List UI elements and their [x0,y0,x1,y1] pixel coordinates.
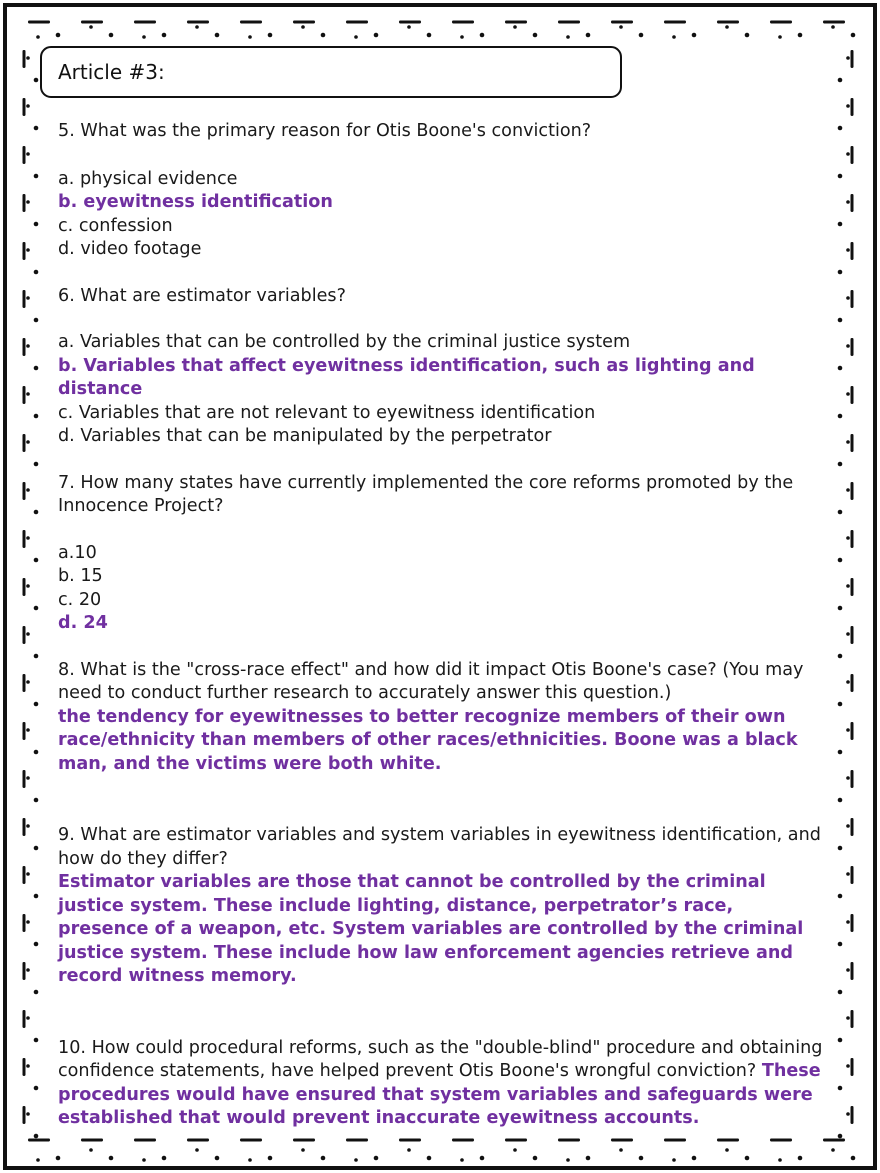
q6-option-b-correct: b. Variables that affect eyewitness identification, such as lighting and distance [58,355,755,399]
q7-option-d-correct: d. 24 [58,613,108,633]
question-6: 6. What are estimator variables? [58,285,346,306]
question-10 [58,1037,828,1131]
question-7: 7. How many states have currently implemented the core reforms promoted by the Innocence Project? [58,472,794,516]
q7-option-a: a.10 [58,542,97,563]
q5-option-a: a. physical evidence [58,168,238,189]
question-10-text: 10. How could procedural reforms, such as the "double-blind" procedure and obtaining confidence statements, have helped prevent Otis Boone's wrongful conviction? [58,1037,823,1081]
question-9: 9. What are estimator variables and system variables in eyewitness identification, and how do they differ? [58,825,821,869]
article-title-box [40,46,622,98]
question-10-answer: These procedures would have ensured that system variables and safeguards were established that would prevent inaccurate eyewitness accounts. [58,1061,821,1128]
q5-option-b-correct: b. eyewitness identification [58,192,333,212]
question-8-answer: the tendency for eyewitnesses to better recognize members of their own race/ethnicity than members of other races/ethnicities. Boone was a black man, and the victims were both white. [58,706,798,774]
q7-option-c: c. 20 [58,589,102,610]
question-7-options [58,542,828,636]
question-6-options [58,331,828,449]
q7-option-b: b. 15 [58,566,103,586]
question-9-answer: Estimator variables are those that cannot be controlled by the criminal justice system. These include lighting, distance, perpetrator’s race, presence of a weapon, etc. System variables are controlled by the criminal justice system. These include how law enforcement agencies retrieve and record witness memory. [58,872,804,986]
q6-option-d: d. Variables that can be manipulated by the perpetrator [58,426,552,446]
q6-option-c: c. Variables that are not relevant to eyewitness identification [58,402,596,423]
question-8: 8. What is the "cross-race effect" and how did it impact Otis Boone's case? (You may need to conduct further research to accurately answer this question.) [58,659,804,703]
q5-option-c: c. confession [58,215,173,236]
q6-option-a: a. Variables that can be controlled by the criminal justice system [58,332,631,352]
worksheet-content [58,120,828,1131]
article-title: Article #3: [58,60,165,84]
q5-option-d: d. video footage [58,239,202,259]
question-5: 5. What was the primary reason for Otis Boone's conviction? [58,121,592,141]
question-5-options [58,168,828,262]
